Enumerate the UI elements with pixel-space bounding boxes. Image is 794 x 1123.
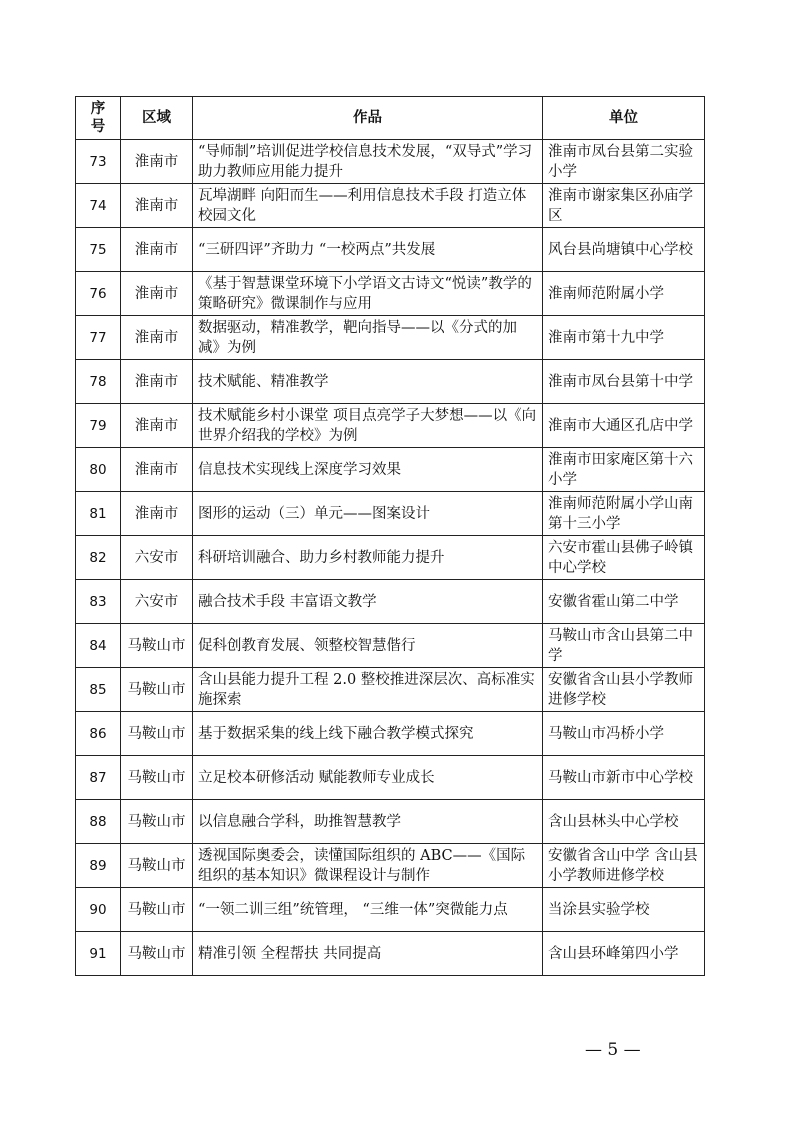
row-unit: 当涂县实验学校 bbox=[543, 888, 705, 932]
table-row bbox=[76, 888, 705, 932]
header-no-line1: 序 bbox=[90, 101, 106, 117]
table-row bbox=[76, 580, 705, 624]
row-unit: 淮南市谢家集区孙庙学区 bbox=[543, 184, 705, 228]
row-number: 84 bbox=[76, 624, 121, 668]
row-number: 75 bbox=[76, 228, 121, 272]
row-region: 淮南市 bbox=[121, 316, 193, 360]
row-work: 透视国际奥委会，读懂国际组织的 ABC——《国际组织的基本知识》微课程设计与制作 bbox=[193, 844, 543, 888]
row-number: 86 bbox=[76, 712, 121, 756]
row-number: 76 bbox=[76, 272, 121, 316]
row-unit: 淮南市凤台县第二实验小学 bbox=[543, 140, 705, 184]
row-number: 74 bbox=[76, 184, 121, 228]
row-work: 信息技术实现线上深度学习效果 bbox=[193, 448, 543, 492]
header-unit: 单位 bbox=[543, 97, 705, 140]
row-region: 六安市 bbox=[121, 580, 193, 624]
header-no-line2: 号 bbox=[90, 119, 106, 135]
row-work: 瓦埠湖畔 向阳而生——利用信息技术手段 打造立体校园文化 bbox=[193, 184, 543, 228]
row-number: 80 bbox=[76, 448, 121, 492]
table-row bbox=[76, 668, 705, 712]
row-unit: 淮南市凤台县第十中学 bbox=[543, 360, 705, 404]
row-work: 以信息融合学科，助推智慧教学 bbox=[193, 800, 543, 844]
table-header-row bbox=[76, 97, 705, 140]
row-unit: 安徽省含山中学 含山县小学教师进修学校 bbox=[543, 844, 705, 888]
row-unit: 马鞍山市含山县第二中学 bbox=[543, 624, 705, 668]
row-work: “三研四评”齐助力 “一校两点”共发展 bbox=[193, 228, 543, 272]
row-number: 89 bbox=[76, 844, 121, 888]
row-unit: 含山县环峰第四小学 bbox=[543, 932, 705, 976]
row-region: 淮南市 bbox=[121, 404, 193, 448]
page-number: — 5 — bbox=[585, 1040, 641, 1060]
table-row bbox=[76, 228, 705, 272]
row-region: 淮南市 bbox=[121, 492, 193, 536]
table-body bbox=[76, 140, 705, 976]
row-work: “一领二训三组”统管理， “三维一体”突微能力点 bbox=[193, 888, 543, 932]
award-list-table bbox=[75, 96, 705, 976]
row-work: 数据驱动，精准教学，靶向指导——以《分式的加减》为例 bbox=[193, 316, 543, 360]
row-work: 融合技术手段 丰富语文教学 bbox=[193, 580, 543, 624]
row-region: 淮南市 bbox=[121, 272, 193, 316]
row-number: 73 bbox=[76, 140, 121, 184]
row-work: 技术赋能乡村小课堂 项目点亮学子大梦想——以《向世界介绍我的学校》为例 bbox=[193, 404, 543, 448]
row-number: 91 bbox=[76, 932, 121, 976]
row-unit: 安徽省含山县小学教师进修学校 bbox=[543, 668, 705, 712]
row-region: 淮南市 bbox=[121, 228, 193, 272]
row-unit: 风台县尚塘镇中心学校 bbox=[543, 228, 705, 272]
row-unit: 马鞍山市新市中心学校 bbox=[543, 756, 705, 800]
row-number: 79 bbox=[76, 404, 121, 448]
row-work: 含山县能力提升工程 2.0 整校推进深层次、高标准实施探索 bbox=[193, 668, 543, 712]
table-row bbox=[76, 360, 705, 404]
table-row bbox=[76, 404, 705, 448]
header-work: 作品 bbox=[193, 97, 543, 140]
row-work: 技术赋能、精准教学 bbox=[193, 360, 543, 404]
row-work: “导师制”培训促进学校信息技术发展，“双导式”学习助力教师应用能力提升 bbox=[193, 140, 543, 184]
row-unit: 淮南市田家庵区第十六小学 bbox=[543, 448, 705, 492]
row-region: 六安市 bbox=[121, 536, 193, 580]
row-number: 77 bbox=[76, 316, 121, 360]
row-region: 马鞍山市 bbox=[121, 844, 193, 888]
row-work: 图形的运动（三）单元——图案设计 bbox=[193, 492, 543, 536]
row-region: 淮南市 bbox=[121, 184, 193, 228]
row-unit: 淮南师范附属小学山南第十三小学 bbox=[543, 492, 705, 536]
row-work: 促科创教育发展、领整校智慧偕行 bbox=[193, 624, 543, 668]
row-work: 《基于智慧课堂环境下小学语文古诗文“悦读”教学的策略研究》微课制作与应用 bbox=[193, 272, 543, 316]
row-unit: 六安市霍山县佛子岭镇中心学校 bbox=[543, 536, 705, 580]
row-unit: 淮南师范附属小学 bbox=[543, 272, 705, 316]
row-region: 马鞍山市 bbox=[121, 712, 193, 756]
row-number: 78 bbox=[76, 360, 121, 404]
row-work: 科研培训融合、助力乡村教师能力提升 bbox=[193, 536, 543, 580]
table-row bbox=[76, 932, 705, 976]
row-number: 87 bbox=[76, 756, 121, 800]
row-unit: 淮南市大通区孔店中学 bbox=[543, 404, 705, 448]
header-no bbox=[76, 97, 121, 140]
table-row bbox=[76, 492, 705, 536]
table-row bbox=[76, 184, 705, 228]
row-unit: 淮南市第十九中学 bbox=[543, 316, 705, 360]
table-row bbox=[76, 624, 705, 668]
table-row bbox=[76, 536, 705, 580]
row-number: 81 bbox=[76, 492, 121, 536]
row-number: 83 bbox=[76, 580, 121, 624]
table-row bbox=[76, 272, 705, 316]
row-unit: 安徽省霍山第二中学 bbox=[543, 580, 705, 624]
row-region: 马鞍山市 bbox=[121, 624, 193, 668]
header-region: 区域 bbox=[121, 97, 193, 140]
row-region: 马鞍山市 bbox=[121, 668, 193, 712]
row-number: 82 bbox=[76, 536, 121, 580]
row-region: 淮南市 bbox=[121, 448, 193, 492]
row-region: 马鞍山市 bbox=[121, 888, 193, 932]
row-region: 淮南市 bbox=[121, 140, 193, 184]
row-work: 立足校本研修活动 赋能教师专业成长 bbox=[193, 756, 543, 800]
row-region: 马鞍山市 bbox=[121, 756, 193, 800]
row-number: 85 bbox=[76, 668, 121, 712]
table-row bbox=[76, 844, 705, 888]
row-region: 马鞍山市 bbox=[121, 932, 193, 976]
row-region: 淮南市 bbox=[121, 360, 193, 404]
row-number: 90 bbox=[76, 888, 121, 932]
row-work: 基于数据采集的线上线下融合教学模式探究 bbox=[193, 712, 543, 756]
table-row bbox=[76, 448, 705, 492]
table-row bbox=[76, 712, 705, 756]
row-number: 88 bbox=[76, 800, 121, 844]
table-row bbox=[76, 756, 705, 800]
row-unit: 含山县林头中心学校 bbox=[543, 800, 705, 844]
row-work: 精准引领 全程帮扶 共同提高 bbox=[193, 932, 543, 976]
row-region: 马鞍山市 bbox=[121, 800, 193, 844]
table-row bbox=[76, 140, 705, 184]
table-row bbox=[76, 800, 705, 844]
row-unit: 马鞍山市冯桥小学 bbox=[543, 712, 705, 756]
table-row bbox=[76, 316, 705, 360]
